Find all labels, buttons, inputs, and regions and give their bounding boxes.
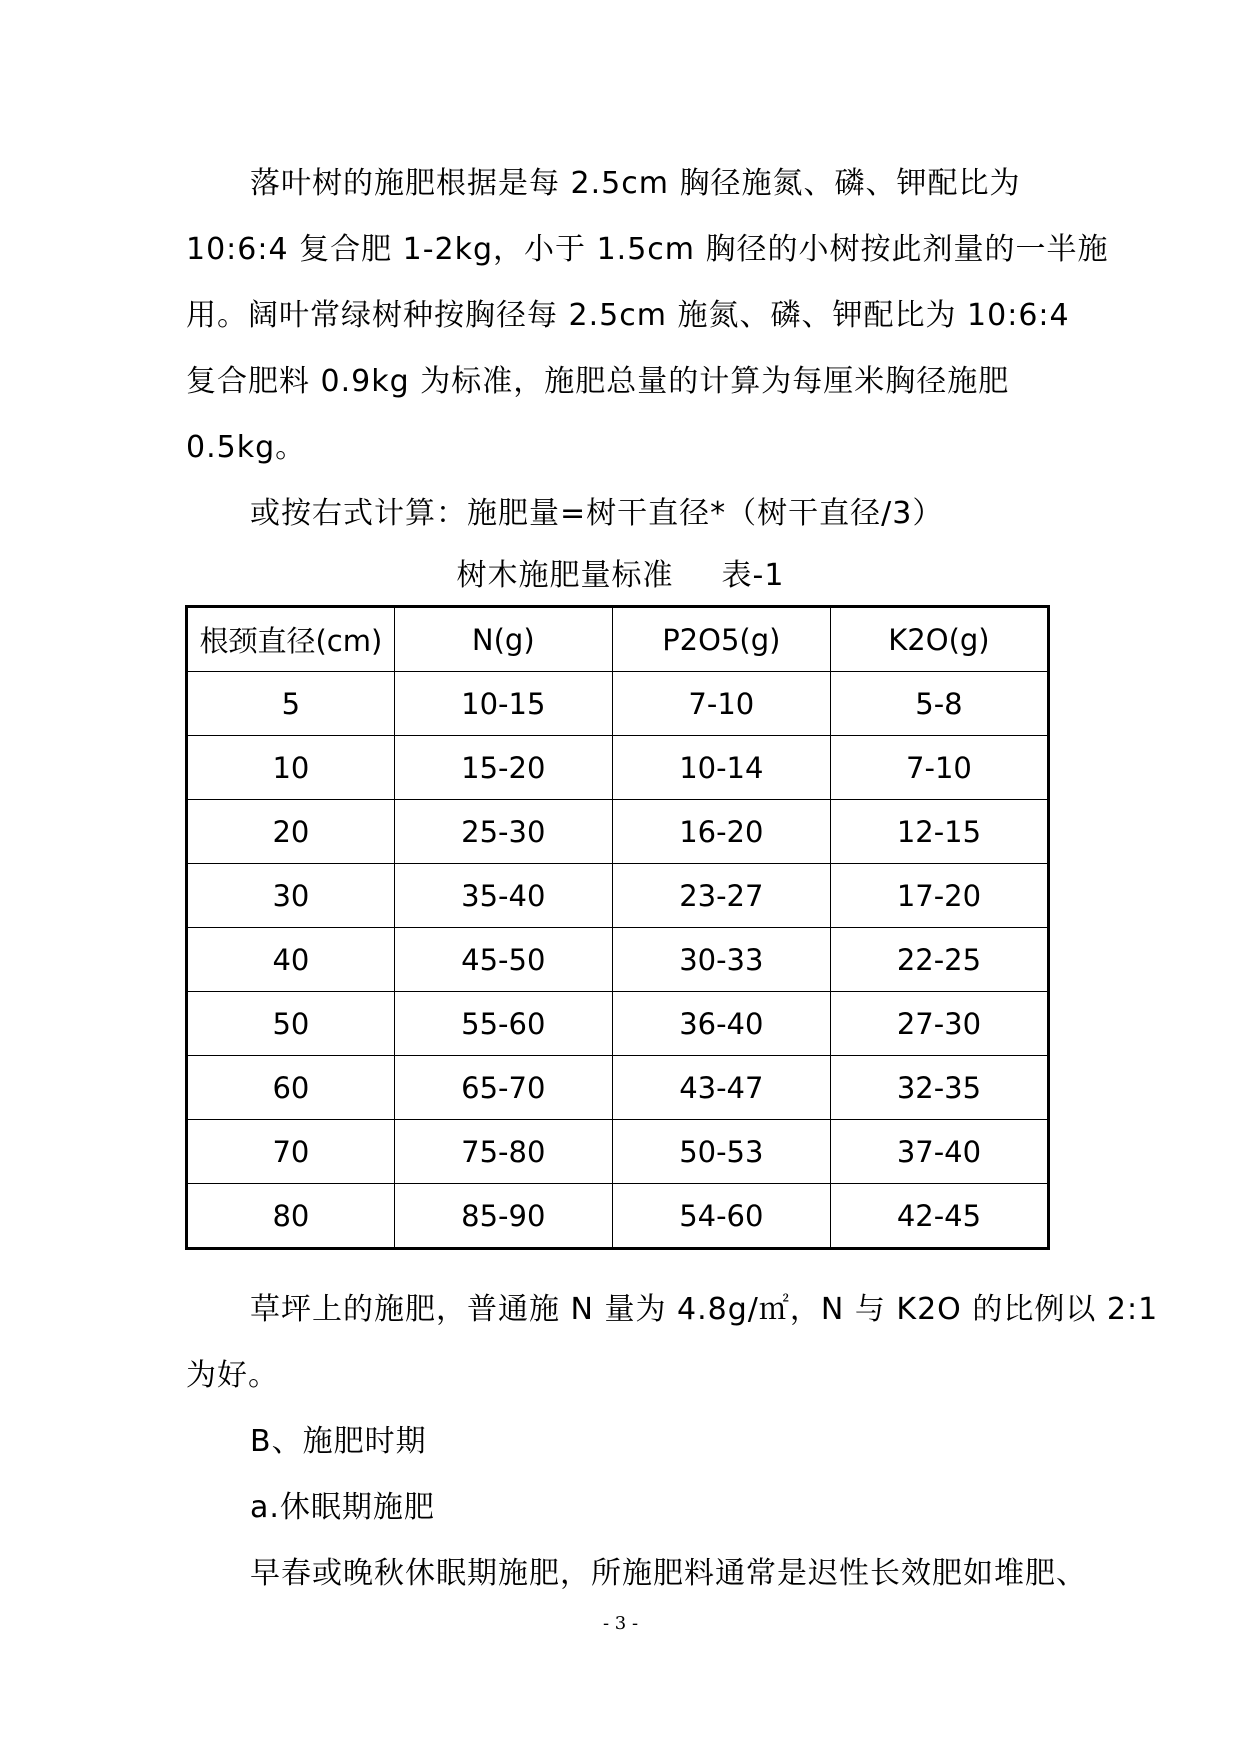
table-row [187,672,1049,736]
table-cell: 32-35 [830,1056,1048,1120]
table-cell: 12-15 [830,800,1048,864]
table-cell: 7-10 [612,672,830,736]
table-header-row [187,607,1049,672]
table-cell: 60 [187,1056,395,1120]
paragraph-1-line-4: 复合肥料 0.9kg 为标准，施肥总量的计算为每厘米胸径施肥 [186,364,1010,399]
subsection-heading-a: a.休眠期施肥 [250,1490,435,1525]
table-cell: 25-30 [394,800,612,864]
formula-paragraph: 或按右式计算：施肥量=树干直径*（树干直径/3） [250,496,944,531]
header-phosphorus: P2O5(g) [612,607,830,672]
header-nitrogen: N(g) [394,607,612,672]
table-cell: 30-33 [612,928,830,992]
table-cell: 27-30 [830,992,1048,1056]
paragraph-1-line-3: 用。阔叶常绿树种按胸径每 2.5cm 施氮、磷、钾配比为 10:6:4 [186,298,1070,333]
table-cell: 5 [187,672,395,736]
table-cell: 10 [187,736,395,800]
paragraph-1-line-2: 10:6:4 复合肥 1-2kg，小于 1.5cm 胸径的小树按此剂量的一半施 [186,232,1109,267]
dormant-period-paragraph: 早春或晚秋休眠期施肥，所施肥料通常是迟性长效肥如堆肥、 [250,1556,1087,1591]
table-cell: 80 [187,1184,395,1249]
table-cell: 50 [187,992,395,1056]
table-cell: 22-25 [830,928,1048,992]
table-cell: 37-40 [830,1120,1048,1184]
table-cell: 20 [187,800,395,864]
table-row [187,864,1049,928]
table-cell: 36-40 [612,992,830,1056]
table-caption-title: 树木施肥量标准 [456,558,674,593]
table-cell: 43-47 [612,1056,830,1120]
page-number: - 3 - [602,1613,639,1634]
table-row [187,928,1049,992]
fertilizer-table [185,605,1050,1250]
table-cell: 65-70 [394,1056,612,1120]
table-cell: 16-20 [612,800,830,864]
table-cell: 50-53 [612,1120,830,1184]
table-caption-number: 表-1 [721,558,785,593]
table-cell: 7-10 [830,736,1048,800]
table-caption [0,556,1241,596]
header-potassium: K2O(g) [830,607,1048,672]
table-cell: 75-80 [394,1120,612,1184]
table-cell: 40 [187,928,395,992]
table-cell: 15-20 [394,736,612,800]
table-cell: 5-8 [830,672,1048,736]
table-row [187,1056,1049,1120]
table-cell: 54-60 [612,1184,830,1249]
table-cell: 10-15 [394,672,612,736]
table-row [187,736,1049,800]
paragraph-1-line-5: 0.5kg。 [186,430,307,465]
table-cell: 70 [187,1120,395,1184]
table-row [187,800,1049,864]
header-root-diameter: 根颈直径(cm) [187,607,395,672]
table-row [187,992,1049,1056]
table-cell: 42-45 [830,1184,1048,1249]
table-cell: 30 [187,864,395,928]
table-cell: 35-40 [394,864,612,928]
lawn-paragraph-line-2: 为好。 [186,1358,279,1393]
table-cell: 17-20 [830,864,1048,928]
table-cell: 10-14 [612,736,830,800]
section-heading-b: B、施肥时期 [250,1424,427,1459]
table-cell: 23-27 [612,864,830,928]
paragraph-1-line-1: 落叶树的施肥根据是每 2.5cm 胸径施氮、磷、钾配比为 [250,166,1021,201]
table-cell: 85-90 [394,1184,612,1249]
lawn-paragraph-line-1: 草坪上的施肥，普通施 N 量为 4.8g/㎡，N 与 K2O 的比例以 2:1 [250,1292,1159,1327]
table-cell: 45-50 [394,928,612,992]
table-cell: 55-60 [394,992,612,1056]
table-row [187,1120,1049,1184]
table-row [187,1184,1049,1249]
